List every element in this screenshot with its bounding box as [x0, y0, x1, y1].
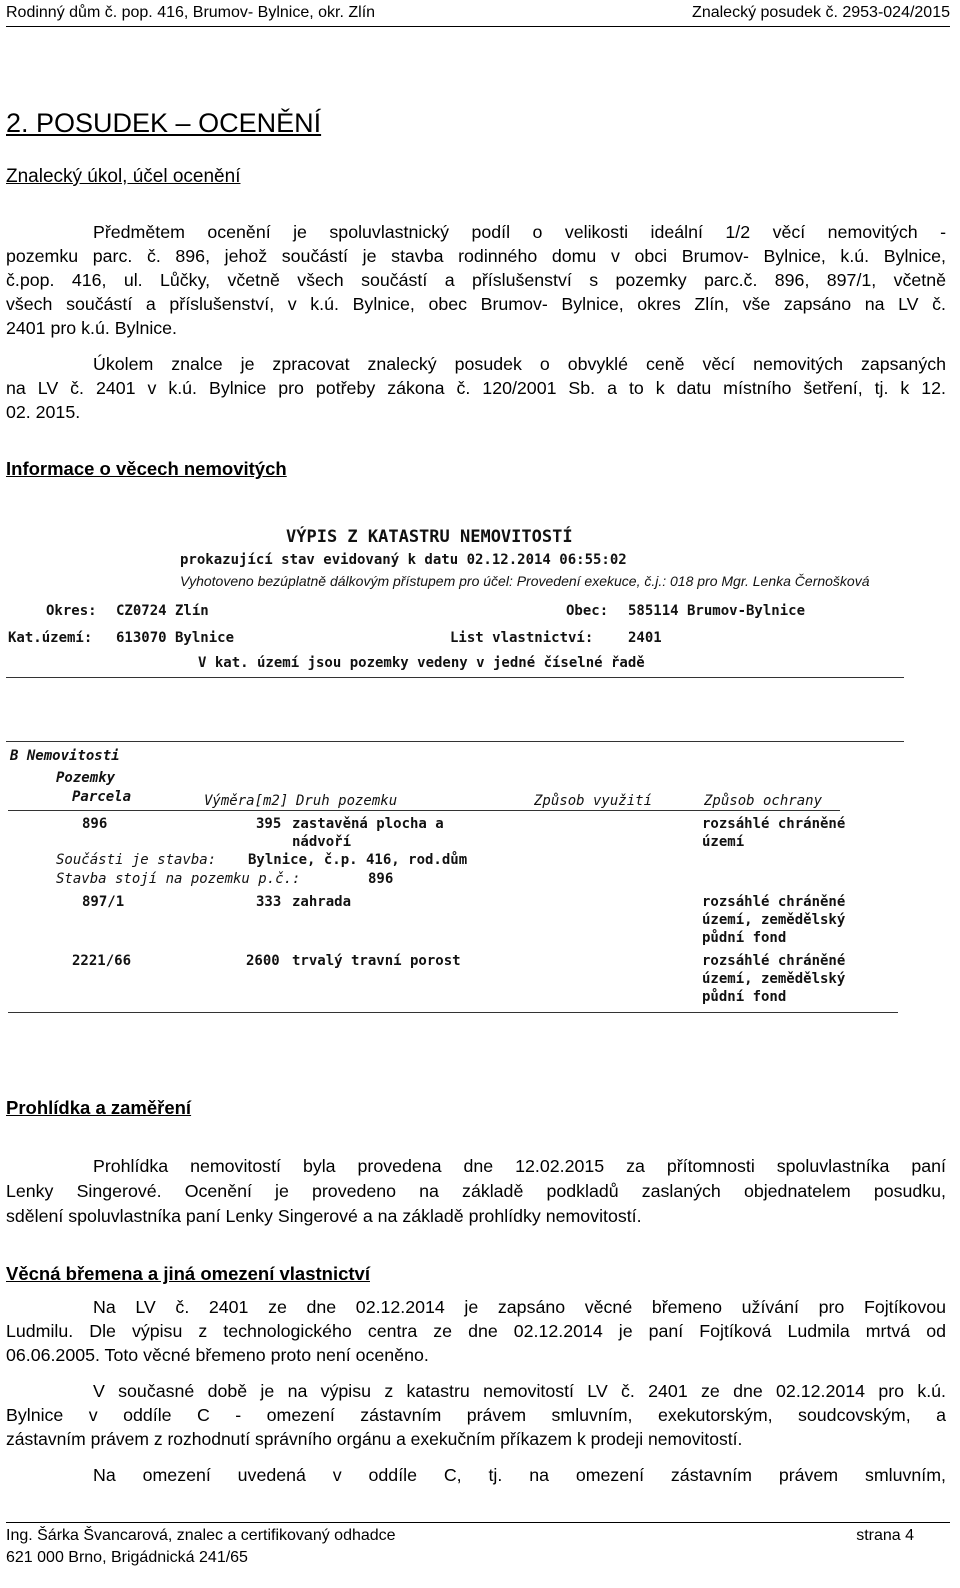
- heading-bremena: Věcná břemena a jiná omezení vlastnictví: [6, 1263, 370, 1284]
- table-cell-ochrana: rozsáhlé chráněné: [702, 953, 846, 969]
- katastr-issued: Vyhotoveno bezúplatně dálkovým přístupem pro účel: Provedení exekuce, č.j.: 018 pro Mgr. Lenka Černošková: [180, 573, 870, 589]
- table-cell-parcela: 897/1: [82, 894, 125, 910]
- table-cell-vymera: 333: [256, 894, 282, 910]
- obec-label: Obec:: [566, 603, 609, 619]
- table-cell-druh: zahrada: [292, 894, 352, 910]
- ukol-p2-line: na LV č. 2401 v k.ú. Bylnice pro potřeby zákona č. 120/2001 Sb. a to k datu místního šetření, tj. k 12.: [6, 378, 946, 398]
- table-cell-vymera: 2600: [246, 953, 280, 969]
- table-cell-ochrana: rozsáhlé chráněné: [702, 894, 846, 910]
- page-footer: [6, 1522, 950, 1566]
- divider: [6, 741, 904, 742]
- page-title: 2. POSUDEK – OCENĚNÍ: [6, 108, 322, 138]
- prohlidka-line: Lenky Singerové. Ocenění je provedeno na základě podkladů zaslaných objednatelem posudku,: [6, 1181, 946, 1201]
- bremena-line: V současné době je na výpisu z katastru nemovitostí LV č. 2401 ze dne 02.12.2014 pro k.ú.: [93, 1381, 946, 1401]
- table-cell-druh: trvalý travní porost: [292, 953, 461, 969]
- ukol-p1-line: 2401 pro k.ú. Bylnice.: [6, 318, 177, 338]
- table-cell-druh: zastavěná plocha a: [292, 816, 444, 832]
- soucasti-value: Bylnice, č.p. 416, rod.dům: [248, 852, 468, 868]
- okres-value: CZ0724 Zlín: [116, 603, 209, 619]
- table-cell-parcela: 896: [82, 816, 108, 832]
- table-cell-ochrana: území: [702, 834, 745, 850]
- lv-value: 2401: [628, 630, 662, 646]
- soucasti-label: Součásti je stavba:: [56, 852, 217, 868]
- katuzemi-value: 613070 Bylnice: [116, 630, 235, 646]
- bremena-line: zástavním právem z rozhodnutí správního orgánu a exekučním příkazem k prodeji nemovitostí.: [6, 1429, 743, 1449]
- col-ochrana: Způsob ochrany: [704, 793, 823, 809]
- header-right: Znalecký posudek č. 2953-024/2015: [692, 4, 950, 21]
- heading-informace: Informace o věcech nemovitých: [6, 458, 287, 479]
- ukol-p1-line: č.pop. 416, ul. Lůčky, včetně všech součástí a příslušenství s pozemky parc.č. 896, 897/1, včetně: [6, 270, 946, 290]
- stavba-label: Stavba stojí na pozemku p.č.:: [56, 871, 301, 887]
- divider: [8, 1012, 898, 1013]
- bremena-line: Na LV č. 2401 ze dne 02.12.2014 je zapsáno věcné břemeno užívání pro Fojtíkovou: [93, 1297, 946, 1317]
- table-cell-vymera: 395: [256, 816, 282, 832]
- table-cell-ochrana: území, zemědělský: [702, 971, 846, 987]
- ukol-p1-line: všech součástí a příslušenství, v k.ú. Bylnice, obec Brumov- Bylnice, okres Zlín, vše zapsáno na LV č.: [6, 294, 946, 314]
- divider: [8, 810, 840, 811]
- table-cell-ochrana: půdní fond: [702, 989, 787, 1005]
- prohlidka-line: Prohlídka nemovitostí byla provedena dne 12.02.2015 za přítomnosti spoluvlastníka paní: [93, 1156, 946, 1176]
- col-zpusob-vyuziti: Způsob využití: [534, 793, 653, 809]
- obec-value: 585114 Brumov-Bylnice: [628, 603, 806, 619]
- bremena-line: Bylnice v oddíle C - omezení zástavním právem smluvním, exekutorským, soudcovským, a: [6, 1405, 946, 1425]
- section-b-label: B Nemovitosti: [10, 748, 120, 764]
- page-header: [6, 2, 950, 27]
- divider: [6, 677, 904, 678]
- col-druh: Druh pozemku: [296, 793, 398, 809]
- bremena-line: 06.06.2005. Toto věcné břemeno proto není oceněno.: [6, 1345, 429, 1365]
- ukol-p2-line: Úkolem znalce je zpracovat znalecký posudek o obvyklé ceně věcí nemovitých zapsaných: [93, 354, 946, 374]
- table-cell-ochrana: půdní fond: [702, 930, 787, 946]
- lv-label: List vlastnictví:: [450, 630, 594, 646]
- ukol-p1-line: pozemku parc. č. 896, jehož součástí je stavba rodinného domu v obci Brumov- Bylnice, k.ú. Bylnice,: [6, 246, 946, 266]
- bremena-line: Ludmilu. Dle výpisu z technologického centra ze dne 02.12.2014 je paní Fojtíková Ludmila mrtvá od: [6, 1321, 946, 1341]
- ukol-p1-line: Předmětem ocenění je spoluvlastnický podíl o velikosti ideální 1/2 věcí nemovitých -: [93, 222, 946, 242]
- table-cell-druh: nádvoří: [292, 834, 352, 850]
- katastr-title: VÝPIS Z KATASTRU NEMOVITOSTÍ: [286, 527, 573, 547]
- bremena-line: Na omezení uvedená v oddíle C, tj. na omezení zástavním právem smluvním,: [93, 1465, 946, 1485]
- heading-prohlidka: Prohlídka a zaměření: [6, 1097, 192, 1118]
- footer-address: 621 000 Brno, Brigádnická 241/65: [6, 1549, 248, 1566]
- katastr-subtitle: prokazující stav evidovaný k datu 02.12.2014 06:55:02: [180, 552, 627, 568]
- table-cell-ochrana: rozsáhlé chráněné: [702, 816, 846, 832]
- footer-page-number: strana 4: [856, 1527, 914, 1544]
- stavba-value: 896: [368, 871, 394, 887]
- col-parcela: Parcela: [72, 789, 132, 805]
- footer-author: Ing. Šárka Švancarová, znalec a certifikovaný odhadce: [6, 1527, 396, 1544]
- katastr-note: V kat. území jsou pozemky vedeny v jedné číselné řadě: [198, 655, 645, 671]
- header-left: Rodinný dům č. pop. 416, Brumov- Bylnice, okr. Zlín: [6, 4, 376, 21]
- table-cell-parcela: 2221/66: [72, 953, 132, 969]
- prohlidka-line: sdělení spoluvlastníka paní Lenky Singerové a na základě prohlídky nemovitostí.: [6, 1206, 642, 1226]
- okres-label: Okres:: [46, 603, 97, 619]
- group-label: Pozemky: [56, 770, 116, 786]
- ukol-p2-line: 02. 2015.: [6, 402, 81, 422]
- heading-ukol: Znalecký úkol, účel ocenění: [6, 166, 241, 187]
- col-vymera: Výměra[m2]: [204, 793, 289, 809]
- katuzemi-label: Kat.území:: [8, 630, 93, 646]
- table-cell-ochrana: území, zemědělský: [702, 912, 846, 928]
